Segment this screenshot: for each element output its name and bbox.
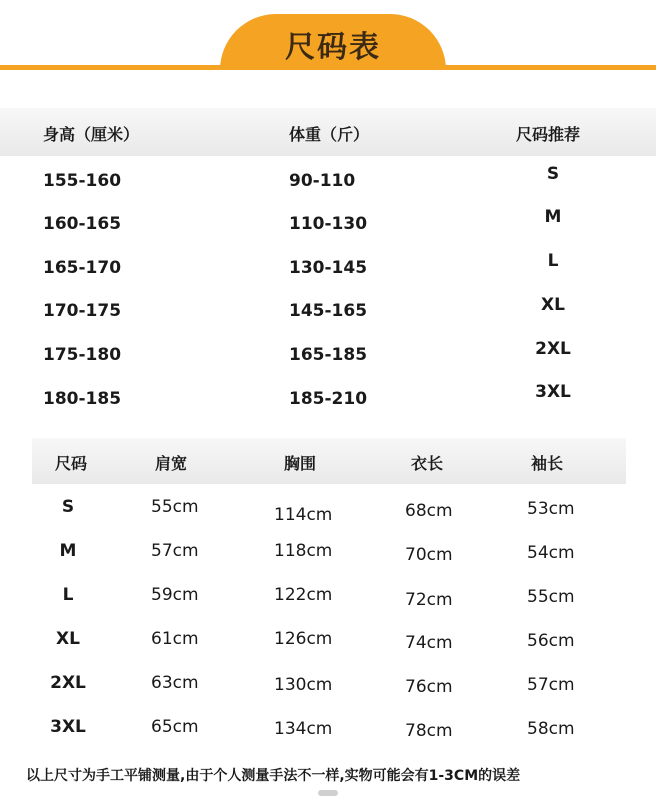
weight-cell: 185-210 bbox=[289, 389, 368, 409]
length-cell: 72cm bbox=[405, 590, 453, 610]
size-cell: S bbox=[61, 497, 75, 517]
length-cell: 70cm bbox=[405, 545, 453, 565]
chest-cell: 130cm bbox=[274, 675, 333, 695]
size-cell: 3XL bbox=[50, 717, 86, 737]
shoulder-cell: 63cm bbox=[151, 673, 199, 693]
sleeve-cell: 58cm bbox=[527, 719, 575, 739]
weight-cell: 145-165 bbox=[289, 301, 368, 321]
sleeve-cell: 55cm bbox=[527, 587, 575, 607]
sleeve-cell: 56cm bbox=[527, 631, 575, 651]
shoulder-cell: 65cm bbox=[151, 717, 199, 737]
chest-cell: 114cm bbox=[274, 505, 333, 525]
size-cell: L bbox=[62, 585, 74, 605]
sleeve-cell: 54cm bbox=[527, 543, 575, 563]
size-cell: 2XL bbox=[50, 673, 86, 693]
length-cell: 68cm bbox=[405, 501, 453, 521]
page-title: 尺码表 bbox=[285, 30, 381, 65]
sleeve-cell: 53cm bbox=[527, 499, 575, 519]
weight-cell: 90-110 bbox=[289, 171, 356, 191]
chest-column-header: 胸围 bbox=[284, 454, 317, 473]
height-cell: 155-160 bbox=[43, 171, 122, 191]
weight-cell: 130-145 bbox=[289, 258, 368, 278]
height-cell: 160-165 bbox=[43, 214, 122, 234]
height-cell: 180-185 bbox=[43, 389, 122, 409]
scroll-indicator bbox=[318, 790, 338, 796]
height-column-header: 身高（厘米） bbox=[43, 125, 140, 144]
shoulder-cell: 57cm bbox=[151, 541, 199, 561]
shoulder-column-header: 肩宽 bbox=[155, 454, 188, 473]
weight-cell: 165-185 bbox=[289, 345, 368, 365]
size-column-header: 尺码 bbox=[55, 454, 88, 473]
size-recommend-cell: M bbox=[544, 207, 562, 227]
size-recommend-cell: 2XL bbox=[535, 339, 571, 359]
chest-cell: 118cm bbox=[274, 541, 333, 561]
weight-column-header: 体重（斤） bbox=[289, 125, 370, 144]
length-column-header: 衣长 bbox=[411, 454, 444, 473]
height-cell: 175-180 bbox=[43, 345, 122, 365]
measurement-disclaimer: 以上尺寸为手工平铺测量,由于个人测量手法不一样,实物可能会有1-3CM的误差 bbox=[26, 768, 521, 784]
length-cell: 74cm bbox=[405, 633, 453, 653]
length-cell: 76cm bbox=[405, 677, 453, 697]
weight-cell: 110-130 bbox=[289, 214, 368, 234]
size-recommend-column-header: 尺码推荐 bbox=[516, 125, 581, 144]
size-recommend-cell: XL bbox=[541, 295, 565, 315]
sleeve-cell: 57cm bbox=[527, 675, 575, 695]
shoulder-cell: 61cm bbox=[151, 629, 199, 649]
length-cell: 78cm bbox=[405, 721, 453, 741]
size-recommend-cell: S bbox=[546, 164, 560, 184]
chest-cell: 126cm bbox=[274, 629, 333, 649]
size-cell: M bbox=[59, 541, 77, 561]
height-cell: 165-170 bbox=[43, 258, 122, 278]
sleeve-column-header: 袖长 bbox=[531, 454, 564, 473]
size-cell: XL bbox=[56, 629, 80, 649]
size-recommend-cell: 3XL bbox=[535, 382, 571, 402]
chest-cell: 122cm bbox=[274, 585, 333, 605]
shoulder-cell: 59cm bbox=[151, 585, 199, 605]
size-chart-header bbox=[0, 0, 656, 92]
height-cell: 170-175 bbox=[43, 301, 122, 321]
shoulder-cell: 55cm bbox=[151, 497, 199, 517]
chest-cell: 134cm bbox=[274, 719, 333, 739]
size-recommend-cell: L bbox=[547, 251, 559, 271]
